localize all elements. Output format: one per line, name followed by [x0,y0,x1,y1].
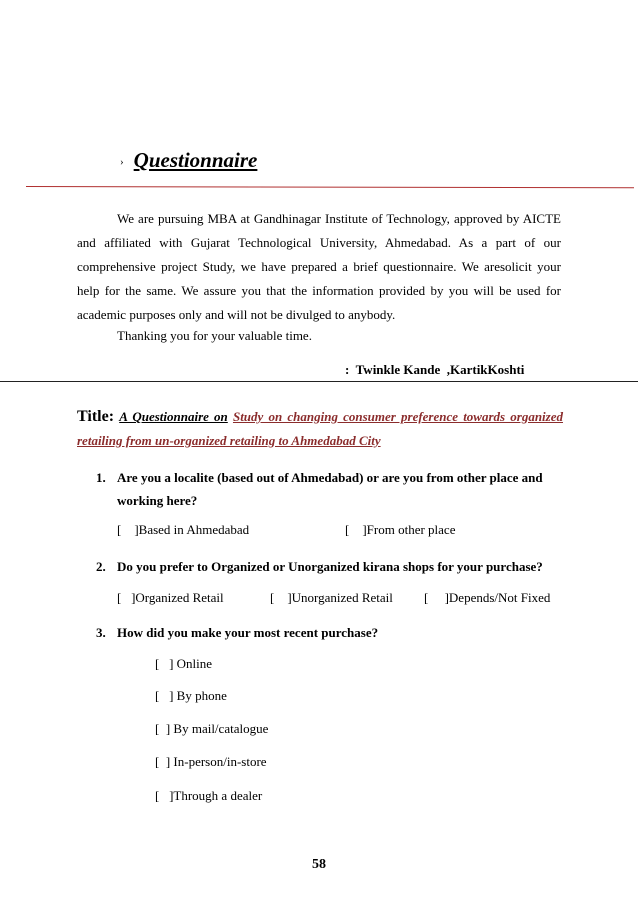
bullet-arrow-icon: › [120,156,124,168]
option-through-a-dealer[interactable]: [ ]Through a dealer [155,788,263,803]
question-number: 2. [96,559,106,574]
option-by-mail-catalogue[interactable]: [ ] By mail/catalogue [155,721,269,736]
question-text: How did you make your most recent purchase? [117,625,379,640]
heading-title: Questionnaire [133,148,258,172]
option-depends-not-fixed[interactable]: [ ]Depends/Not Fixed [424,590,551,605]
option-in-person-in-store[interactable]: [ ] In-person/in-store [155,754,267,769]
option-online[interactable]: [ ] Online [155,656,213,671]
authors-line: : Twinkle Kande ,KartikKoshti [345,362,525,377]
questionnaire-title [77,405,563,453]
question-number: 1. [96,470,106,485]
section-heading [120,148,257,173]
option-unorganized-retail[interactable]: [ ]Unorganized Retail [270,590,393,605]
intro-text: We are pursuing MBA at Gandhinagar Institute of Technology, approved by AICTE and affiliated with Gujarat Technological University, Ahmedabad. As a part of our comprehensive project Study, we have prepared a brief questionnaire. We aresolicit your help for the same. We assure you that the information provided by you will be used for academic purposes only and will not be divulged to anybody. [77,211,561,322]
title-topic: Study on changing consumer preference towards organized retailing from un-organized retailing to Ahmedabad City [77,409,563,448]
option-from-other-place[interactable]: [ ]From other place [345,522,456,537]
section-divider [0,381,638,382]
option-organized-retail[interactable]: [ ]Organized Retail [117,590,224,605]
option-based-in-ahmedabad[interactable]: [ ]Based in Ahmedabad [117,522,250,537]
thanks-line: Thanking you for your valuable time. [117,328,312,343]
page-number: 58 [312,857,326,872]
heading-divider [26,186,634,188]
question-number: 3. [96,625,106,640]
question-text: Are you a localite (based out of Ahmedabad) or are you from other place and working here? [117,470,543,508]
question-text: Do you prefer to Organized or Unorganized kirana shops for your purchase? [117,559,543,574]
option-by-phone[interactable]: [ ] By phone [155,688,227,703]
title-label: Title: [77,408,115,425]
intro-paragraph [77,207,561,327]
title-phrase: A Questionnaire on [119,409,228,424]
